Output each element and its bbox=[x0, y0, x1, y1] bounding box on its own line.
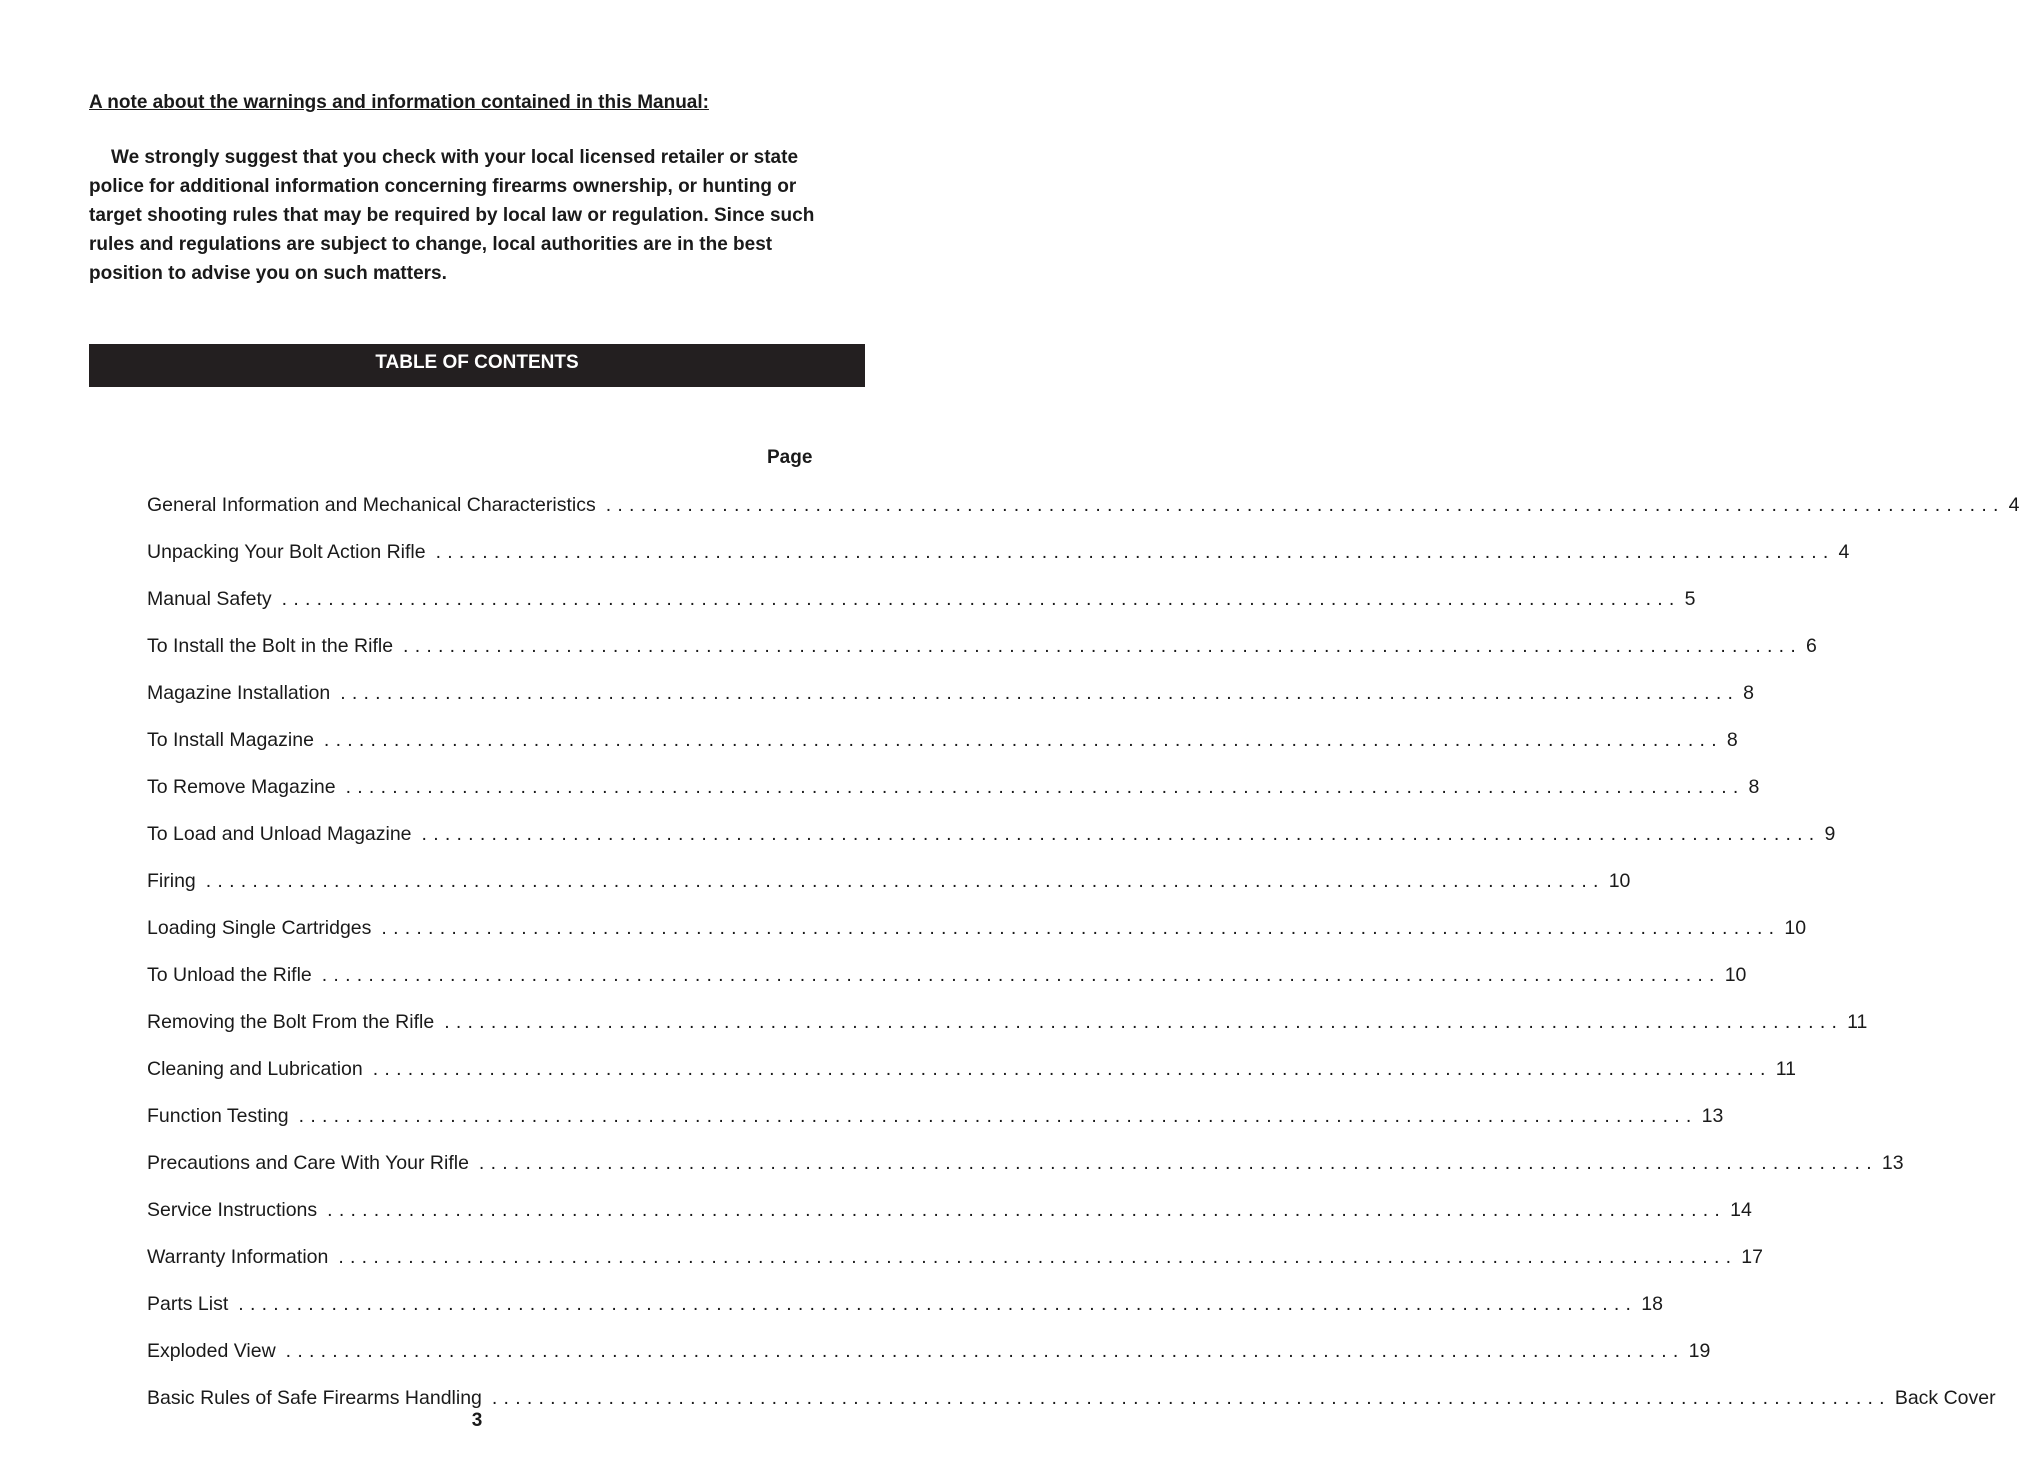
toc-entry-page: 4 bbox=[2008, 494, 2020, 516]
dot-leader: ........................................................................................................................ bbox=[444, 1011, 1844, 1033]
dot-leader: ........................................................................................................................ bbox=[238, 1293, 1638, 1315]
toc-entry-title: Cleaning and Lubrication bbox=[147, 1058, 363, 1080]
toc-entry[interactable] bbox=[147, 631, 1817, 678]
toc-entry-title: Removing the Bolt From the Rifle bbox=[147, 1011, 435, 1033]
toc-entry[interactable] bbox=[147, 490, 2020, 537]
toc-entry-title: To Install the Bolt in the Rifle bbox=[147, 635, 394, 657]
dot-leader: ........................................................................................................................ bbox=[323, 729, 1723, 751]
dot-leader: ........................................................................................................................ bbox=[381, 917, 1781, 939]
note-line: police for additional information concerning firearms ownership, or hunting or bbox=[89, 176, 797, 197]
toc-entry[interactable] bbox=[147, 866, 1631, 913]
note-line: rules and regulations are subject to change, local authorities are in the best bbox=[89, 234, 773, 255]
dot-leader: ........................................................................................................................ bbox=[345, 776, 1745, 798]
toc-entry-title: General Information and Mechanical Characteristics bbox=[147, 494, 596, 516]
toc-entry-title: Firing bbox=[147, 870, 196, 892]
dot-leader: ........................................................................................................................ bbox=[403, 635, 1802, 657]
toc-entry-title: Precautions and Care With Your Rifle bbox=[147, 1152, 469, 1174]
toc-entry-page: 10 bbox=[1724, 964, 1747, 986]
dot-leader: ........................................................................................................................ bbox=[285, 1340, 1685, 1362]
toc-entry-title: Warranty Information bbox=[147, 1246, 329, 1268]
toc-entry[interactable] bbox=[147, 1195, 1752, 1242]
toc-entry[interactable] bbox=[147, 1242, 1763, 1289]
dot-leader: ........................................................................................................................ bbox=[205, 870, 1605, 892]
toc-entry-page: 9 bbox=[1824, 823, 1836, 845]
toc-entry[interactable] bbox=[147, 1007, 1868, 1054]
toc-entry[interactable] bbox=[147, 678, 1754, 725]
toc-entry[interactable] bbox=[147, 537, 1850, 584]
toc-entry[interactable] bbox=[147, 913, 1807, 960]
note-heading: A note about the warnings and information contained in this Manual: bbox=[89, 92, 709, 113]
toc-entry[interactable] bbox=[147, 1054, 1796, 1101]
toc-entry[interactable] bbox=[147, 1289, 1663, 1336]
toc-entry-page: 8 bbox=[1743, 682, 1754, 704]
dot-leader: ........................................................................................................................ bbox=[605, 494, 2005, 516]
toc-page-column-header: Page bbox=[767, 447, 813, 468]
toc-entry-title: Manual Safety bbox=[147, 588, 272, 610]
dot-leader: ........................................................................................................................ bbox=[281, 588, 1681, 610]
toc-entry-page: 5 bbox=[1684, 588, 1696, 610]
toc-entry-page: 14 bbox=[1730, 1199, 1752, 1221]
note-line: position to advise you on such matters. bbox=[89, 263, 447, 284]
page-number: 3 bbox=[471, 1410, 483, 1431]
toc-entry-title: Magazine Installation bbox=[147, 682, 331, 704]
dot-leader: ........................................................................................................................ bbox=[421, 823, 1821, 845]
toc-entry[interactable] bbox=[147, 819, 1836, 866]
toc-entry-page: 10 bbox=[1608, 870, 1631, 892]
toc-entry[interactable] bbox=[147, 725, 1738, 772]
toc-entry-page: 10 bbox=[1784, 917, 1807, 939]
note-line: target shooting rules that may be required by local law or regulation. Since such bbox=[89, 205, 815, 226]
toc-entry-title: Loading Single Cartridges bbox=[147, 917, 372, 939]
toc-entry-page: 11 bbox=[1775, 1058, 1796, 1080]
note-paragraph bbox=[89, 143, 879, 288]
toc-entry-title: Unpacking Your Bolt Action Rifle bbox=[147, 541, 426, 563]
toc-entry-page: 17 bbox=[1741, 1246, 1763, 1268]
toc-entry-page: 6 bbox=[1805, 635, 1817, 657]
toc-entry[interactable] bbox=[147, 1148, 1904, 1195]
dot-leader: ........................................................................................................................ bbox=[321, 964, 1721, 986]
toc-entry-title: To Load and Unload Magazine bbox=[147, 823, 412, 845]
toc-entry[interactable] bbox=[147, 960, 1747, 1007]
toc-entry[interactable] bbox=[147, 1101, 1724, 1148]
toc-banner: TABLE OF CONTENTS bbox=[89, 344, 865, 387]
dot-leader: ........................................................................................................................ bbox=[338, 1246, 1738, 1268]
toc-entry-title: Function Testing bbox=[147, 1105, 289, 1127]
toc-entry-title: Parts List bbox=[147, 1293, 229, 1315]
toc-list bbox=[147, 490, 2020, 1430]
toc-entry-title: Service Instructions bbox=[147, 1199, 318, 1221]
toc-entry-title: To Install Magazine bbox=[147, 729, 314, 751]
toc-entry[interactable] bbox=[147, 772, 1760, 819]
toc-entry[interactable] bbox=[147, 584, 1696, 631]
toc-entry-title: Exploded View bbox=[147, 1340, 276, 1362]
dot-leader: ........................................................................................................................ bbox=[340, 682, 1740, 704]
toc-entry-page: 13 bbox=[1881, 1152, 1904, 1174]
toc-entry-page: 11 bbox=[1847, 1011, 1868, 1033]
toc-entry-page: 8 bbox=[1748, 776, 1760, 798]
dot-leader: ........................................................................................................................ bbox=[435, 541, 1835, 563]
dot-leader: ........................................................................................................................ bbox=[298, 1105, 1698, 1127]
toc-entry-page: 19 bbox=[1688, 1340, 1711, 1362]
dot-leader: ........................................................................................................................ bbox=[372, 1058, 1772, 1080]
toc-entry-page: Back Cover bbox=[1894, 1387, 1996, 1409]
dot-leader: ........................................................................................................................ bbox=[327, 1199, 1727, 1221]
toc-entry[interactable] bbox=[147, 1336, 1711, 1383]
toc-entry-title: Basic Rules of Safe Firearms Handling bbox=[147, 1387, 482, 1409]
dot-leader: ........................................................................................................................ bbox=[478, 1152, 1878, 1174]
toc-entry-page: 13 bbox=[1701, 1105, 1724, 1127]
toc-entry-title: To Unload the Rifle bbox=[147, 964, 312, 986]
toc-entry-page: 18 bbox=[1641, 1293, 1663, 1315]
note-line: We strongly suggest that you check with your local licensed retailer or state bbox=[111, 147, 799, 168]
toc-entry-title: To Remove Magazine bbox=[147, 776, 336, 798]
dot-leader: ........................................................................................................................ bbox=[491, 1387, 1891, 1409]
toc-entry-page: 8 bbox=[1726, 729, 1738, 751]
toc-entry-page: 4 bbox=[1838, 541, 1850, 563]
